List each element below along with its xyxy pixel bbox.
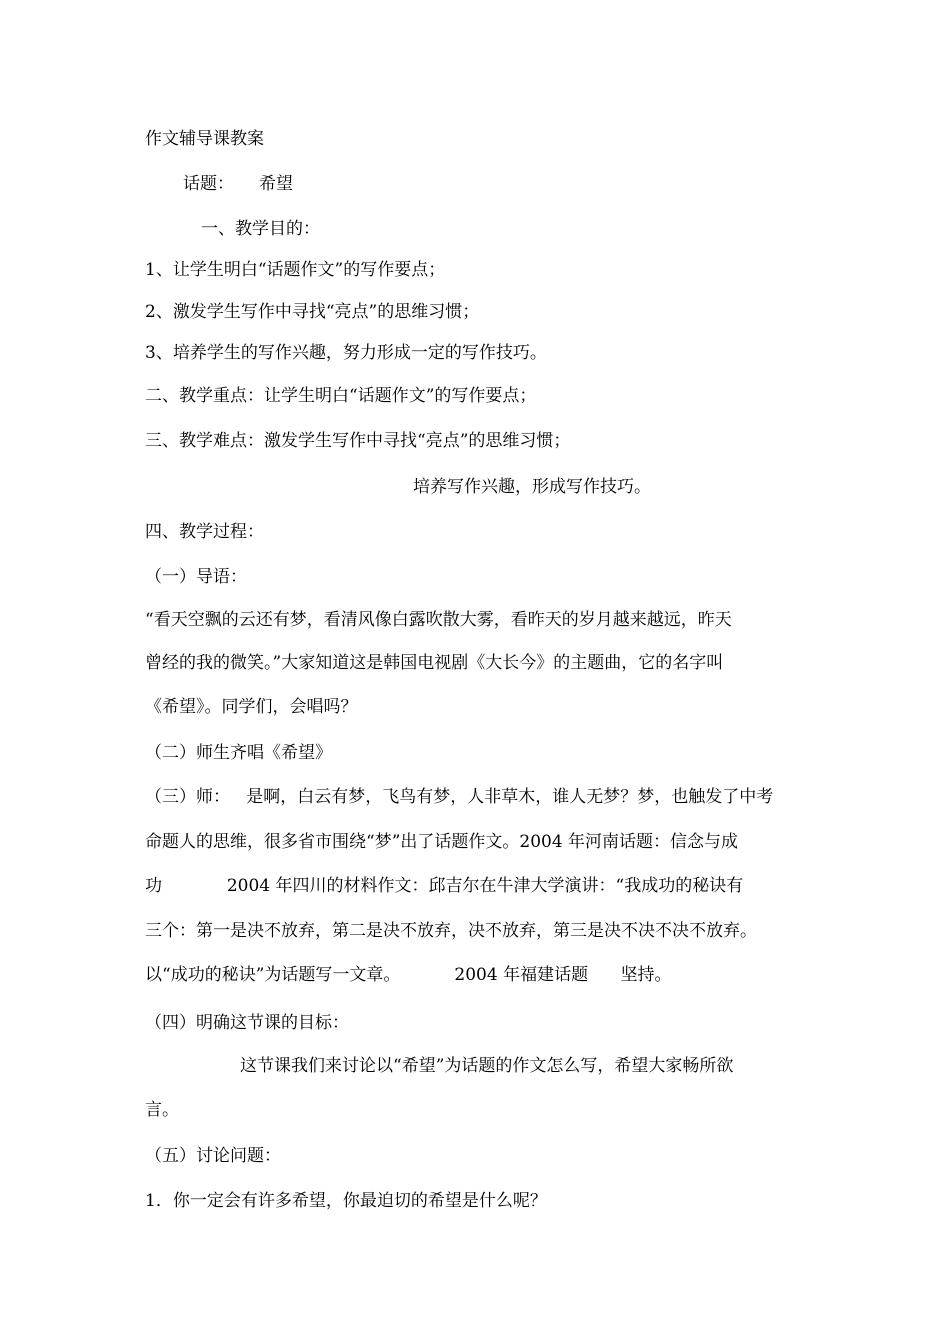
step3-line-2: 命题人的思维，很多省市围绕“梦”出了话题作文。2004 年河南话题：信念与成 — [145, 832, 739, 852]
objectives-heading: 一、教学目的： — [201, 219, 320, 239]
step3-line-1: （三）师： 是啊，白云有梦，飞鸟有梦，人非草木，谁人无梦？梦，也触发了中考 — [145, 787, 774, 807]
step2-heading: （二）师生齐唱《希望》 — [145, 743, 332, 763]
topic-value: 希望 — [259, 174, 293, 194]
objective-3: 3、培养学生的写作兴趣，努力形成一定的写作技巧。 — [145, 343, 547, 363]
objective-2: 2、激发学生写作中寻找“亮点”的思维习惯； — [145, 302, 480, 322]
document-title: 作文辅导课教案 — [145, 129, 264, 149]
step3-line-3: 功 2004 年四川的材料作文：邱吉尔在牛津大学演讲：“我成功的秘诀有 — [145, 876, 744, 896]
topic-label: 话题： — [183, 174, 234, 194]
objective-1: 1、让学生明白“话题作文”的写作要点； — [145, 260, 446, 280]
difficulty-line-1: 三、教学难点：激发学生写作中寻找“亮点”的思维习惯； — [145, 431, 571, 451]
key-point: 二、教学重点：让学生明白“话题作文”的写作要点； — [145, 386, 537, 406]
step4-line-1: 这节课我们来讨论以“希望”为话题的作文怎么写，希望大家畅所欲 — [240, 1056, 734, 1076]
step3-line-5: 以“成功的秘诀”为话题写一文章。 2004 年福建话题 坚持。 — [145, 965, 672, 985]
question-1: 1．你一定会有许多希望，你最迫切的希望是什么呢？ — [145, 1191, 547, 1211]
step5-heading: （五）讨论问题： — [145, 1146, 281, 1166]
process-heading: 四、教学过程： — [145, 522, 264, 542]
step4-line-2: 言。 — [145, 1100, 179, 1120]
difficulty-line-2: 培养写作兴趣，形成写作技巧。 — [413, 477, 651, 497]
intro-line-3: 《希望》。同学们，会唱吗？ — [145, 697, 358, 717]
step4-heading: （四）明确这节课的目标： — [145, 1013, 349, 1033]
step1-heading: （一）导语： — [145, 567, 247, 587]
step3-line-4: 三个：第一是决不放弃，第二是决不放弃，决不放弃，第三是决不决不决不放弃。 — [145, 921, 757, 941]
intro-line-2: 曾经的我的微笑。”大家知道这是韩国电视剧《大长今》的主题曲，它的名字叫 — [145, 653, 724, 673]
intro-line-1: “看天空飘的云还有梦，看清风像白露吹散大雾，看昨天的岁月越来越远，昨天 — [145, 610, 732, 630]
